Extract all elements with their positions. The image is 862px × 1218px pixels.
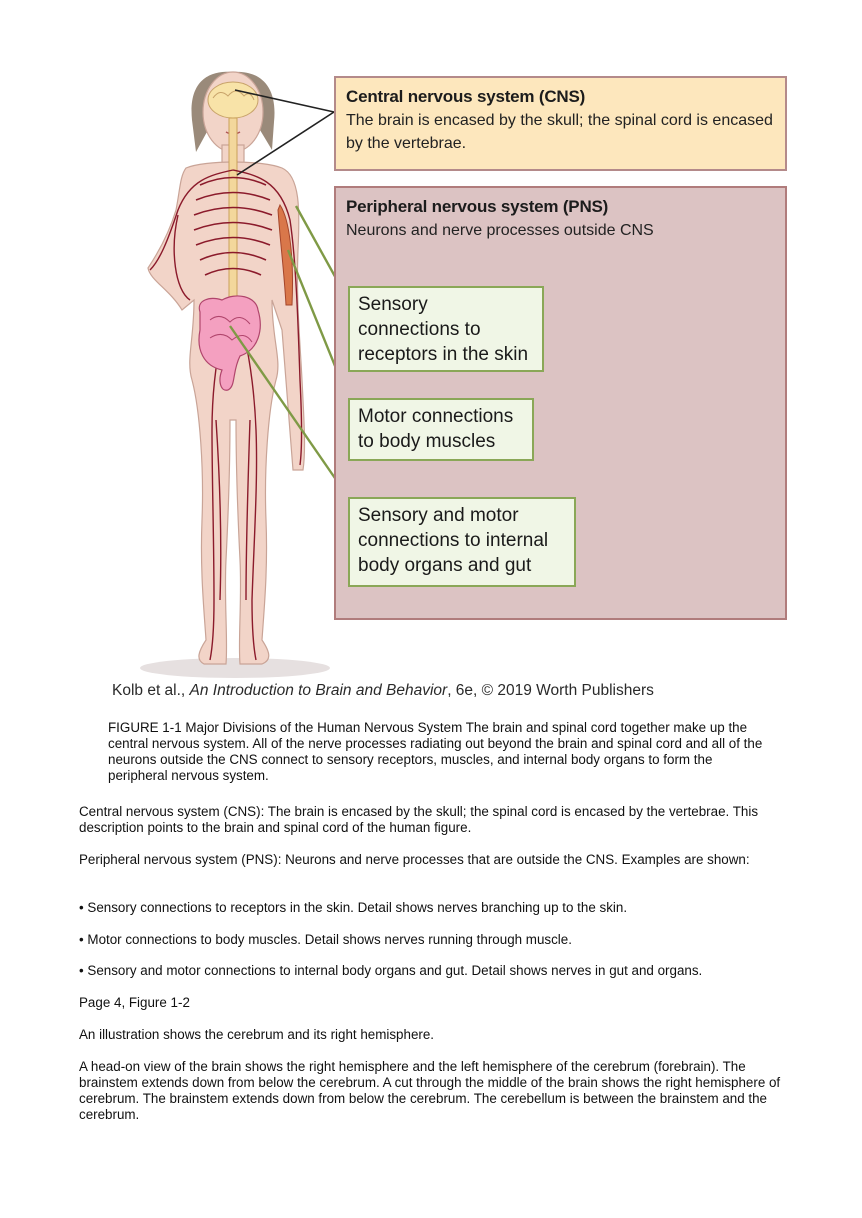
figure-caption: FIGURE 1-1 Major Divisions of the Human Nervous System The brain and spinal cord together make up the central nervous system. All of the nerve processes radiating out beyond the brain and spinal cord and all of the neurons outside the CNS connect to sensory receptors, muscles, and internal body organs to form the peripheral nervous system. bbox=[108, 720, 763, 783]
cns-description: The brain is encased by the skull; the spinal cord is encased by the vertebrae. bbox=[346, 112, 773, 152]
label-skin-connections: Sensory connections to receptors in the skin bbox=[348, 286, 544, 372]
pns-paragraph: Peripheral nervous system (PNS): Neurons and nerve processes that are outside the CNS. Examples are shown: bbox=[79, 852, 750, 867]
page-reference: Page 4, Figure 1-2 bbox=[79, 995, 190, 1010]
cns-box bbox=[334, 76, 787, 171]
credit-book-title: An Introduction to Brain and Behavior bbox=[189, 682, 448, 699]
bullet-organs: • Sensory and motor connections to internal body organs and gut. Detail shows nerves in gut and organs. bbox=[79, 963, 703, 978]
figure-2-description: A head-on view of the brain shows the right hemisphere and the left hemisphere of the cerebrum (forebrain). The brainstem extends down from below the cerebrum. A cut through the middle of the brain shows the right hemisphere of cerebrum. The brainstem extends down from below the cerebrum. The cerebellum is between the brainstem and the cerebrum. bbox=[79, 1059, 781, 1122]
credit-edition: , 6e, © 2019 Worth Publishers bbox=[447, 682, 654, 699]
figure-credit bbox=[112, 682, 654, 700]
figure-2-intro: An illustration shows the cerebrum and its right hemisphere. bbox=[79, 1027, 435, 1042]
cns-paragraph: Central nervous system (CNS): The brain is encased by the skull; the spinal cord is encased by the vertebrae. This description points to the brain and spinal cord of the human figure. bbox=[79, 804, 759, 835]
bullet-skin: • Sensory connections to receptors in the skin. Detail shows nerves branching up to the skin. bbox=[79, 900, 628, 915]
bullet-muscle: • Motor connections to body muscles. Detail shows nerves running through muscle. bbox=[79, 932, 572, 947]
credit-authors: Kolb et al., bbox=[112, 682, 190, 699]
cns-title: Central nervous system (CNS) bbox=[346, 87, 586, 106]
pns-title: Peripheral nervous system (PNS) bbox=[346, 197, 609, 216]
pns-subtitle: Neurons and nerve processes outside CNS bbox=[346, 222, 654, 239]
label-muscle-connections: Motor connections to body muscles bbox=[348, 398, 534, 461]
label-organ-connections: Sensory and motor connections to internal body organs and gut bbox=[348, 497, 576, 587]
